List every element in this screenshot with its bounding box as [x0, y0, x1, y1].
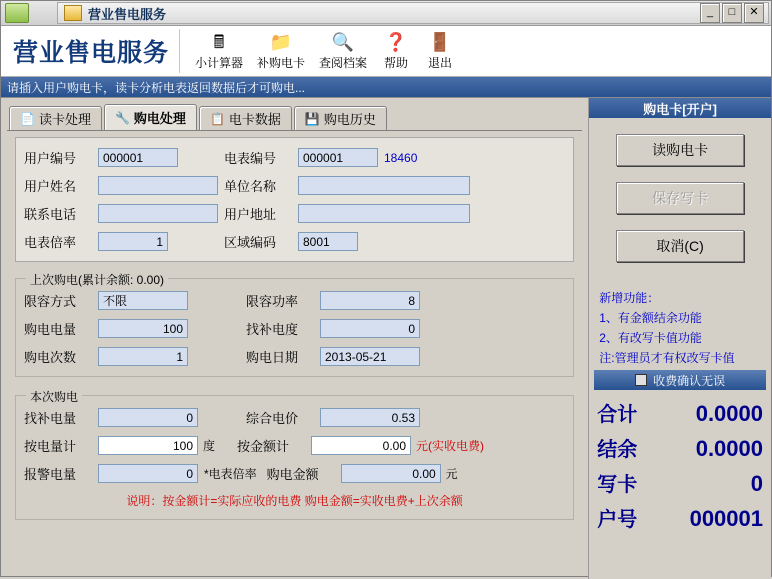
by-energy-label: 按电量计 [24, 439, 77, 454]
status-message: 请插入用户购电卡，读卡分析电表返回数据后才可购电... [1, 77, 771, 98]
wrench-icon: 🔧 [114, 110, 130, 125]
new-features-block [599, 288, 771, 368]
alarm-energy-note: *电表倍率 [204, 467, 257, 481]
total-row [597, 468, 763, 497]
confirm-bar[interactable] [594, 370, 766, 390]
total-row [597, 433, 763, 462]
meter-ratio-input[interactable]: 1 [98, 232, 168, 251]
user-name-label: 用户姓名 [24, 179, 77, 194]
phone-label: 联系电话 [24, 207, 77, 222]
clipboard-icon: 📋 [209, 111, 225, 126]
limit-power-input[interactable]: 8 [320, 291, 420, 310]
exit-icon: 🚪 [428, 32, 452, 52]
total-row [597, 503, 763, 532]
read-card-icon: 📄 [20, 111, 35, 126]
area-code-input[interactable]: 8001 [298, 232, 358, 251]
by-energy-unit: 度 [203, 439, 216, 453]
tab-history[interactable] [294, 106, 387, 130]
total-value-3: 000001 [689, 506, 763, 531]
purchase-date-label: 购电日期 [246, 350, 299, 365]
toolbar-calculator[interactable] [188, 28, 250, 71]
limit-mode-label: 限容方式 [24, 294, 77, 309]
by-amount-input[interactable]: 0.00 [311, 436, 411, 455]
window-system-icon [5, 3, 29, 23]
user-no-label: 用户编号 [24, 151, 77, 166]
alarm-energy-input[interactable]: 0 [98, 464, 198, 483]
address-label: 用户地址 [224, 207, 277, 222]
calculator-icon: 🖩 [213, 32, 225, 52]
unit-price-label: 综合电价 [246, 411, 299, 426]
refund-energy-input[interactable]: 0 [98, 408, 198, 427]
totals-panel [589, 398, 771, 538]
toolbar-supplement-card[interactable] [250, 28, 312, 71]
right-panel-title: 购电卡[开户] [589, 98, 771, 118]
toolbar-supplement-card-label: 补购电卡 [257, 56, 306, 70]
tab-purchase-label: 购电处理 [133, 111, 186, 126]
toolbar-archive-label: 查阅档案 [319, 56, 368, 70]
bought-energy-label: 购电电量 [24, 322, 77, 337]
total-label-0: 合计 [597, 404, 638, 426]
address-input[interactable] [298, 204, 470, 223]
checkbox-icon[interactable] [635, 374, 647, 386]
archive-icon: 🔍 [331, 32, 355, 52]
unit-price-input[interactable]: 0.53 [320, 408, 420, 427]
unit-name-input[interactable] [298, 176, 470, 195]
user-name-input[interactable] [98, 176, 218, 195]
tab-bar [1, 98, 588, 130]
meter-ratio-label: 电表倍率 [24, 235, 77, 250]
current-purchase-group [15, 390, 574, 520]
main-body [1, 98, 771, 579]
toolbar [180, 28, 462, 74]
by-amount-unit: 元(实收电费) [416, 439, 485, 453]
total-label-3: 户号 [597, 509, 638, 531]
purchase-count-input[interactable]: 1 [98, 347, 188, 366]
adjust-energy-input[interactable]: 0 [320, 319, 420, 338]
page-title: 营业售电服务 [1, 29, 180, 73]
user-no-input[interactable]: 000001 [98, 148, 178, 167]
current-purchase-legend: 本次购电 [26, 388, 82, 405]
new-feature-1: 1、有金额结余功能 [599, 311, 702, 325]
save-write-card-button[interactable]: 保存写卡 [616, 182, 744, 214]
tab-read-card-label: 读卡处理 [38, 112, 91, 127]
help-icon: ❓ [384, 32, 408, 52]
purchase-amount-label: 购电金额 [266, 467, 319, 482]
tab-read-card[interactable] [9, 106, 102, 130]
toolbar-help-label: 帮助 [384, 56, 409, 70]
alarm-energy-label: 报警电量 [24, 467, 77, 482]
meter-no-label: 电表编号 [224, 151, 277, 166]
refund-energy-label: 找补电量 [24, 411, 77, 426]
limit-power-label: 限容功率 [246, 294, 299, 309]
purchase-footnote: 说明：按金额计=实际应收的电费 购电金额=实收电费+上次余额 [126, 494, 463, 508]
tab-purchase[interactable] [104, 104, 197, 130]
card-icon: 📁 [269, 32, 293, 52]
toolbar-exit[interactable] [418, 28, 462, 71]
total-value-1: 0.0000 [695, 436, 763, 461]
meter-no-extra: 18460 [384, 150, 418, 165]
last-purchase-legend: 上次购电(累计余额: 0.00) [26, 271, 168, 288]
right-pane [588, 98, 771, 579]
left-pane [1, 98, 588, 579]
by-energy-input[interactable]: 100 [98, 436, 198, 455]
meter-no-input[interactable]: 000001 [298, 148, 378, 167]
total-value-0: 0.0000 [695, 401, 763, 426]
by-amount-label: 按金额计 [237, 439, 290, 454]
toolbar-calculator-label: 小计算器 [195, 56, 244, 70]
app-icon [64, 5, 82, 21]
app-header [1, 26, 771, 77]
total-label-1: 结余 [597, 439, 638, 461]
title-bar-caption [57, 2, 769, 24]
toolbar-archive[interactable] [312, 28, 374, 71]
maximize-button[interactable]: □ [722, 3, 742, 23]
last-purchase-group [15, 273, 574, 377]
purchase-date-input[interactable]: 2013-05-21 [320, 347, 420, 366]
disk-icon: 💾 [304, 111, 320, 126]
customer-info-group [15, 137, 574, 262]
purchase-amount-unit: 元 [445, 467, 458, 481]
unit-name-label: 单位名称 [224, 179, 277, 194]
phone-input[interactable] [98, 204, 218, 223]
new-features-title: 新增功能： [599, 291, 660, 305]
toolbar-exit-label: 退出 [428, 56, 453, 70]
tab-card-data-label: 电卡数据 [228, 112, 281, 127]
tab-history-label: 购电历史 [323, 112, 376, 127]
window-title: 营业售电服务 [88, 6, 167, 22]
area-code-label: 区域编码 [224, 235, 277, 250]
minimize-button[interactable]: _ [700, 3, 720, 23]
close-button[interactable]: ✕ [744, 3, 764, 23]
total-value-2: 0 [750, 471, 763, 496]
toolbar-help[interactable] [374, 28, 418, 71]
tab-card-data[interactable] [199, 106, 292, 130]
title-bar [1, 1, 771, 26]
total-label-2: 写卡 [597, 474, 638, 496]
limit-mode-input[interactable]: 不限 [98, 291, 188, 310]
cancel-button[interactable]: 取消(C) [616, 230, 744, 262]
window-controls [698, 3, 768, 23]
total-row [597, 398, 763, 427]
tab-separator [7, 130, 582, 131]
purchase-count-label: 购电次数 [24, 350, 77, 365]
bought-energy-input[interactable]: 100 [98, 319, 188, 338]
adjust-energy-label: 找补电度 [246, 322, 299, 337]
purchase-amount-input[interactable]: 0.00 [341, 464, 441, 483]
confirm-bar-label: 收费确认无误 [653, 373, 726, 388]
new-feature-2: 2、有改写卡值功能 [599, 331, 702, 345]
new-features-note: 注:管理员才有权改写卡值 [599, 351, 735, 365]
read-card-button[interactable]: 读购电卡 [616, 134, 744, 166]
